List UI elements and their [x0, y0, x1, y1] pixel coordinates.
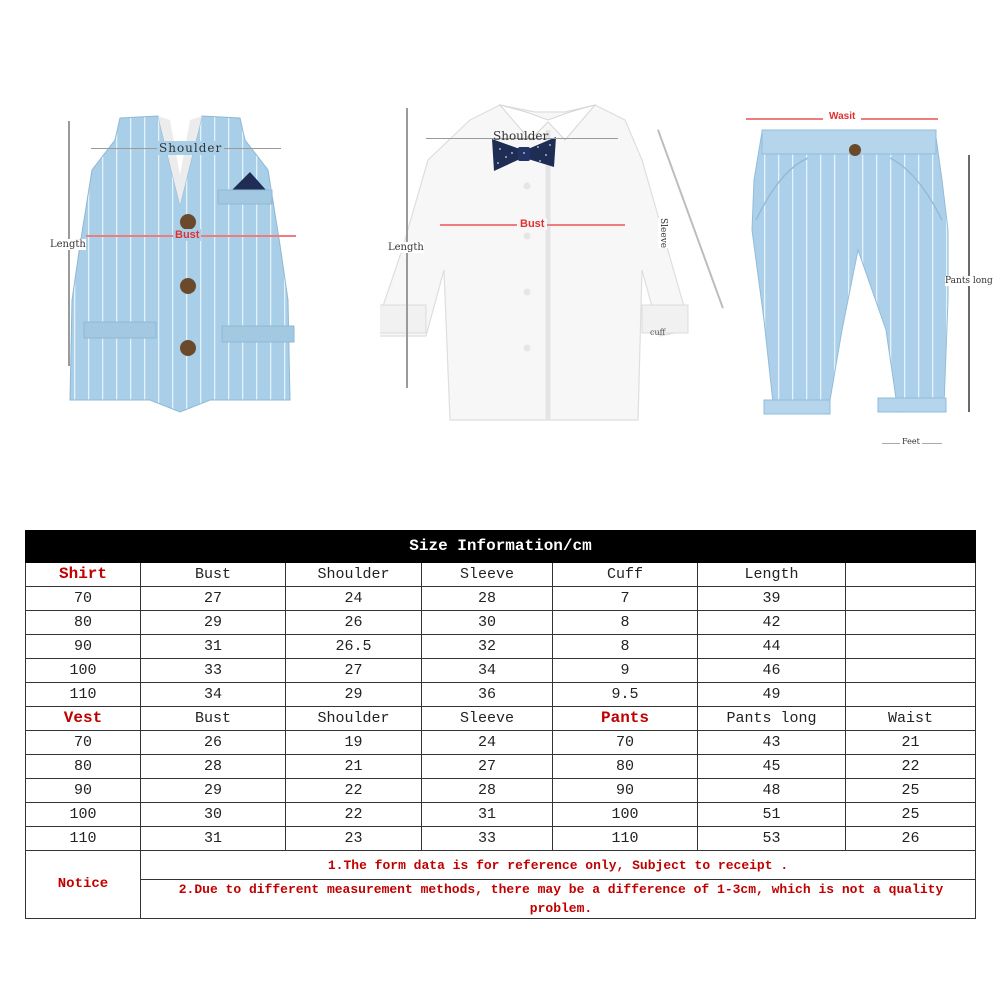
table-cell: 7 — [553, 587, 698, 611]
table-cell: 31 — [141, 635, 286, 659]
table-cell: 9.5 — [553, 683, 698, 707]
table-cell: 24 — [286, 587, 422, 611]
size-cell: 110 — [26, 827, 141, 851]
table-cell: 30 — [141, 803, 286, 827]
table-row — [26, 731, 976, 755]
table-cell: 33 — [422, 827, 553, 851]
table-cell: 29 — [141, 611, 286, 635]
size-cell: 80 — [26, 755, 141, 779]
table-row — [26, 827, 976, 851]
table-cell — [846, 611, 976, 635]
pants-long-label: Pants long — [945, 276, 993, 286]
table-cell — [846, 659, 976, 683]
table-cell: 19 — [286, 731, 422, 755]
table-cell: 29 — [286, 683, 422, 707]
size-cell: 90 — [26, 779, 141, 803]
size-cell: 70 — [26, 731, 141, 755]
table-cell — [846, 587, 976, 611]
table-row — [26, 635, 976, 659]
pants-image — [730, 100, 1000, 450]
table-cell: 53 — [698, 827, 846, 851]
column-header: Sleeve — [422, 707, 553, 731]
table-title-row — [26, 531, 976, 563]
size-cell: 110 — [26, 683, 141, 707]
table-cell: 8 — [553, 635, 698, 659]
size-cell: 90 — [26, 635, 141, 659]
notice-line-2: 2.Due to different measurement methods, there may be a difference of 1-3cm, which is not a quality problem. — [141, 880, 976, 919]
notice-label: Notice — [26, 851, 141, 919]
notice-row-1 — [26, 851, 976, 880]
table-cell: 24 — [422, 731, 553, 755]
table-cell: 46 — [698, 659, 846, 683]
table-cell: 25 — [846, 803, 976, 827]
column-header: Bust — [141, 707, 286, 731]
column-header: Bust — [141, 563, 286, 587]
vest-pants-header-row — [26, 707, 976, 731]
table-cell: 31 — [141, 827, 286, 851]
column-header — [846, 563, 976, 587]
column-header: Length — [698, 563, 846, 587]
pants-waist-label: Wasit — [823, 111, 861, 122]
table-cell: 28 — [422, 587, 553, 611]
table-cell: 43 — [698, 731, 846, 755]
table-title: Size Information/cm — [26, 531, 976, 563]
table-cell: 48 — [698, 779, 846, 803]
shirt-cuff-label: cuff — [650, 328, 666, 337]
table-cell: 49 — [698, 683, 846, 707]
shirt-section-label: Shirt — [26, 563, 141, 587]
size-cell: 100 — [26, 803, 141, 827]
size-cell: 100 — [553, 803, 698, 827]
table-cell: 26 — [286, 611, 422, 635]
vest-illustration — [40, 100, 320, 420]
size-cell: 110 — [553, 827, 698, 851]
table-cell: 36 — [422, 683, 553, 707]
table-cell: 29 — [141, 779, 286, 803]
size-cell: 70 — [26, 587, 141, 611]
table-cell: 30 — [422, 611, 553, 635]
table-cell: 33 — [141, 659, 286, 683]
pants-feet-label: Feet — [902, 437, 920, 446]
vest-shoulder-label: Shoulder — [159, 141, 223, 155]
table-cell: 44 — [698, 635, 846, 659]
table-cell: 21 — [286, 755, 422, 779]
table-row — [26, 659, 976, 683]
table-cell: 26 — [141, 731, 286, 755]
table-cell: 22 — [846, 755, 976, 779]
size-cell: 100 — [26, 659, 141, 683]
table-cell: 26.5 — [286, 635, 422, 659]
table-cell: 51 — [698, 803, 846, 827]
table-cell: 34 — [422, 659, 553, 683]
table-cell: 9 — [553, 659, 698, 683]
table-cell: 31 — [422, 803, 553, 827]
table-row — [26, 779, 976, 803]
table-row — [26, 587, 976, 611]
table-cell: 45 — [698, 755, 846, 779]
vest-length-label: Length — [50, 239, 86, 250]
table-cell: 23 — [286, 827, 422, 851]
notice-line-1: 1.The form data is for reference only, Subject to receipt . — [141, 851, 976, 880]
table-cell: 39 — [698, 587, 846, 611]
table-cell: 42 — [698, 611, 846, 635]
shirt-illustration — [380, 100, 720, 430]
shirt-header-row — [26, 563, 976, 587]
table-cell: 27 — [422, 755, 553, 779]
pants-illustration — [730, 100, 1000, 450]
column-header: Pants long — [698, 707, 846, 731]
table-cell: 32 — [422, 635, 553, 659]
table-row — [26, 611, 976, 635]
table-cell — [846, 635, 976, 659]
notice-row-2 — [26, 880, 976, 919]
size-information-table — [25, 530, 976, 919]
column-header: Shoulder — [286, 707, 422, 731]
table-cell: 27 — [286, 659, 422, 683]
size-cell: 90 — [553, 779, 698, 803]
column-header: Waist — [846, 707, 976, 731]
size-cell: 70 — [553, 731, 698, 755]
table-cell: 28 — [141, 755, 286, 779]
column-header: Sleeve — [422, 563, 553, 587]
table-row — [26, 803, 976, 827]
table-row — [26, 755, 976, 779]
table-row — [26, 683, 976, 707]
table-cell: 22 — [286, 779, 422, 803]
vest-section-label: Vest — [26, 707, 141, 731]
table-cell: 26 — [846, 827, 976, 851]
column-header: Cuff — [553, 563, 698, 587]
shirt-length-label: Length — [388, 242, 424, 253]
pants-section-label: Pants — [553, 707, 698, 731]
table-cell: 21 — [846, 731, 976, 755]
table-cell: 28 — [422, 779, 553, 803]
shirt-sleeve-label: Sleeve — [658, 218, 668, 249]
vest-bust-label: Bust — [175, 229, 200, 241]
table-cell: 25 — [846, 779, 976, 803]
table-cell — [846, 683, 976, 707]
column-header: Shoulder — [286, 563, 422, 587]
shirt-bust-label: Bust — [517, 218, 547, 230]
shirt-shoulder-label: Shoulder — [493, 129, 549, 143]
table-cell: 22 — [286, 803, 422, 827]
table-cell: 27 — [141, 587, 286, 611]
table-cell: 34 — [141, 683, 286, 707]
size-cell: 80 — [26, 611, 141, 635]
size-cell: 80 — [553, 755, 698, 779]
table-cell: 8 — [553, 611, 698, 635]
